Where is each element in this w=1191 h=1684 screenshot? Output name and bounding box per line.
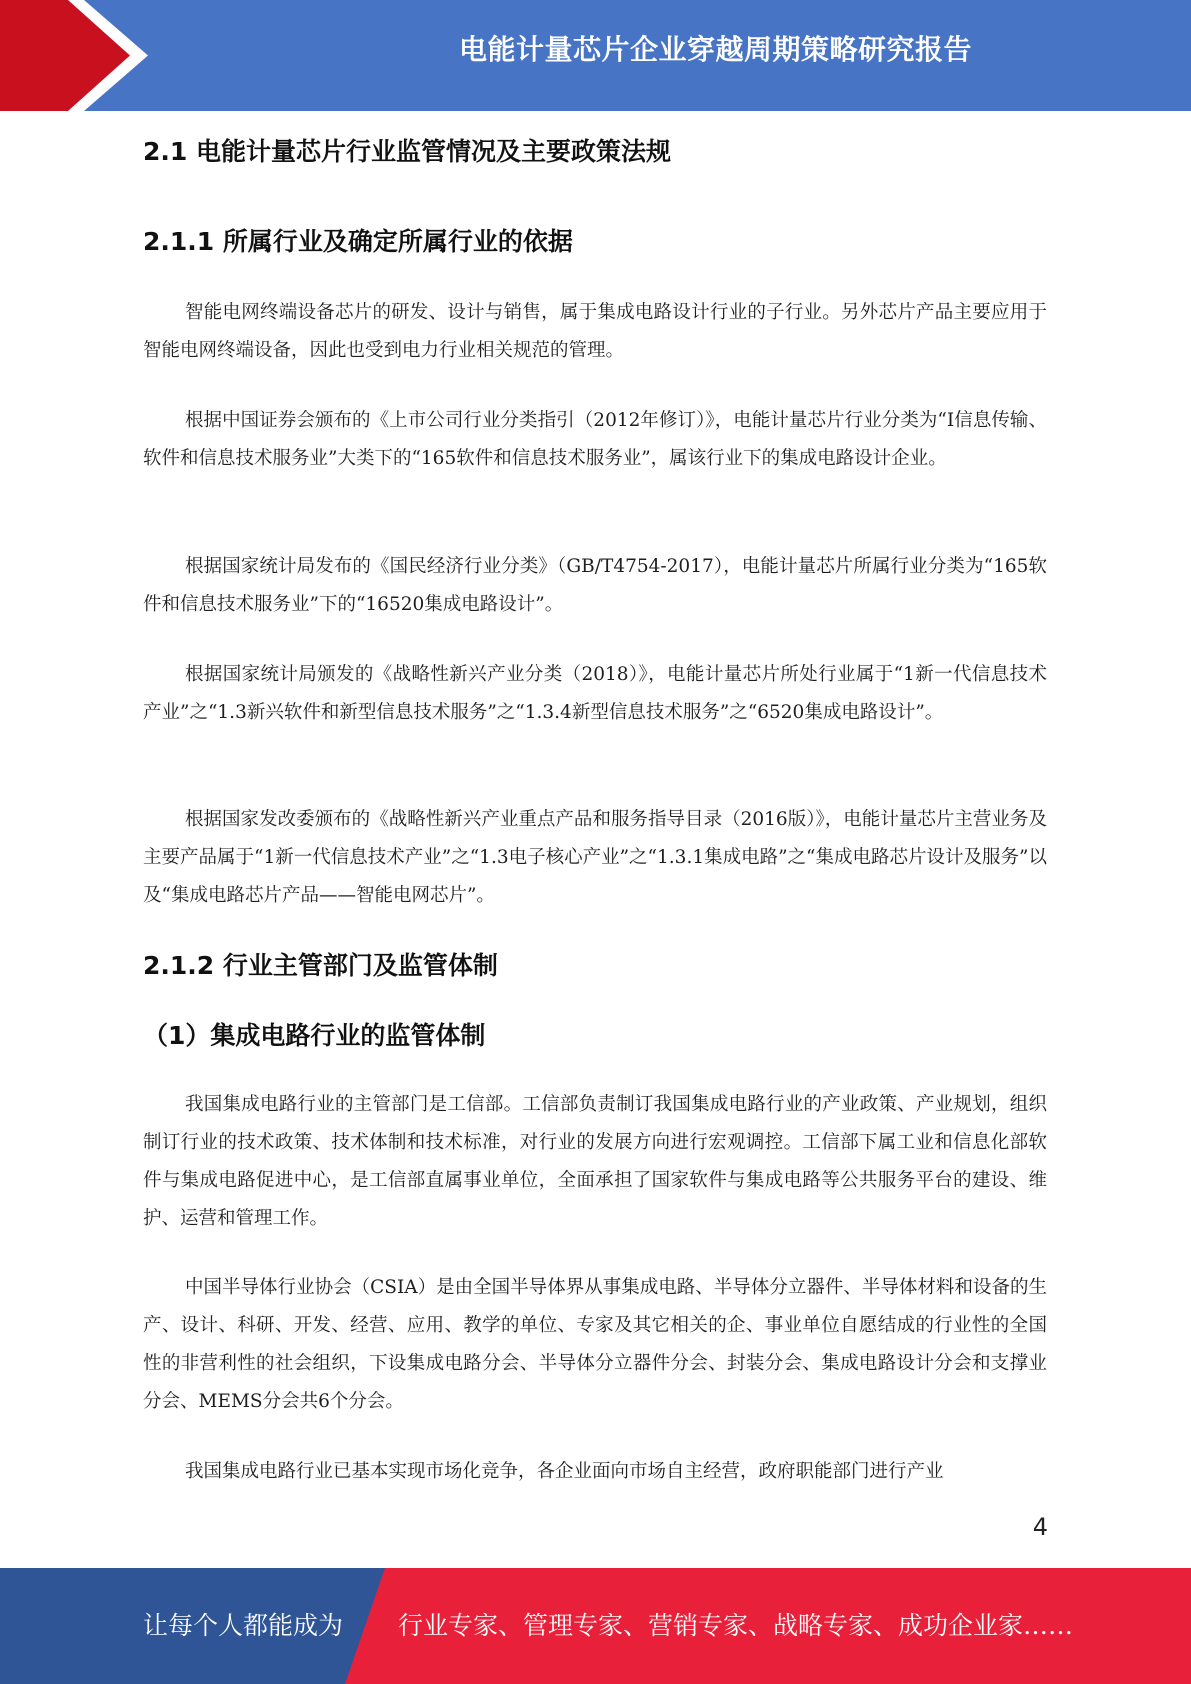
paragraph: 中国半导体行业协会（CSIA）是由全国半导体界从事集成电路、半导体分立器件、半导体材料和设备的生产、设计、科研、开发、经营、应用、教学的单位、专家及其它相关的企、事业单位自愿结成的行业性的全国性的非营利性的社会组织，下设集成电路分会、半导体分立器件分会、封装分会、集成电路设计分会和支撑业分会、MEMS分会共6个分会。 [143,1277,1047,1412]
page-number: 4 [1032,1513,1048,1541]
paragraph: 我国集成电路行业的主管部门是工信部。工信部负责制订我国集成电路行业的产业政策、产业规划，组织制订行业的技术政策、技术体制和技术标准，对行业的发展方向进行宏观调控。工信部下属工业和信息化部软件与集成电路促进中心，是工信部直属事业单位，全面承担了国家软件与集成电路等公共服务平台的建设、维护、运营和管理工作。 [143,1094,1047,1229]
section-heading-2-1-1: 2.1.1 所属行业及确定所属行业的依据 [143,227,573,256]
paragraph: 我国集成电路行业已基本实现市场化竞争，各企业面向市场自主经营，政府职能部门进行产业 [185,1461,944,1482]
header-arrow-decoration [0,0,160,111]
section-heading-2-1: 2.1 电能计量芯片行业监管情况及主要政策法规 [143,137,671,166]
paragraph: 根据国家统计局发布的《国民经济行业分类》（GB/T4754-2017），电能计量芯片所属行业分类为“165软件和信息技术服务业”下的“16520集成电路设计”。 [143,556,1047,615]
page-footer [0,1568,1191,1684]
page-header [0,0,1191,111]
paragraph: 智能电网终端设备芯片的研发、设计与销售，属于集成电路设计行业的子行业。另外芯片产品主要应用于智能电网终端设备，因此也受到电力行业相关规范的管理。 [143,302,1047,361]
footer-slogan-right: 行业专家、管理专家、营销专家、战略专家、成功企业家…… [398,1611,1074,1640]
paragraph: 根据中国证券会颁布的《上市公司行业分类指引（2012年修订）》，电能计量芯片行业分类为“I信息传输、软件和信息技术服务业”大类下的“165软件和信息技术服务业”，属该行业下的集成电路设计企业。 [143,410,1047,469]
section-heading-2-1-2: 2.1.2 行业主管部门及监管体制 [143,951,498,980]
report-title: 电能计量芯片企业穿越周期策略研究报告 [458,33,972,66]
subsection-heading-1: （1）集成电路行业的监管体制 [143,1021,486,1050]
footer-slogan-left: 让每个人都能成为 [143,1611,344,1640]
paragraph: 根据国家统计局颁发的《战略性新兴产业分类（2018）》，电能计量芯片所处行业属于“1新一代信息技术产业”之“1.3新兴软件和新型信息技术服务”之“1.3.4新型信息技术服务”之“6520集成电路设计”。 [143,664,1047,723]
paragraph: 根据国家发改委颁布的《战略性新兴产业重点产品和服务指导目录（2016版）》，电能计量芯片主营业务及主要产品属于“1新一代信息技术产业”之“1.3电子核心产业”之“1.3.1集成电路”之“集成电路芯片设计及服务”以及“集成电路芯片产品——智能电网芯片”。 [143,809,1047,906]
